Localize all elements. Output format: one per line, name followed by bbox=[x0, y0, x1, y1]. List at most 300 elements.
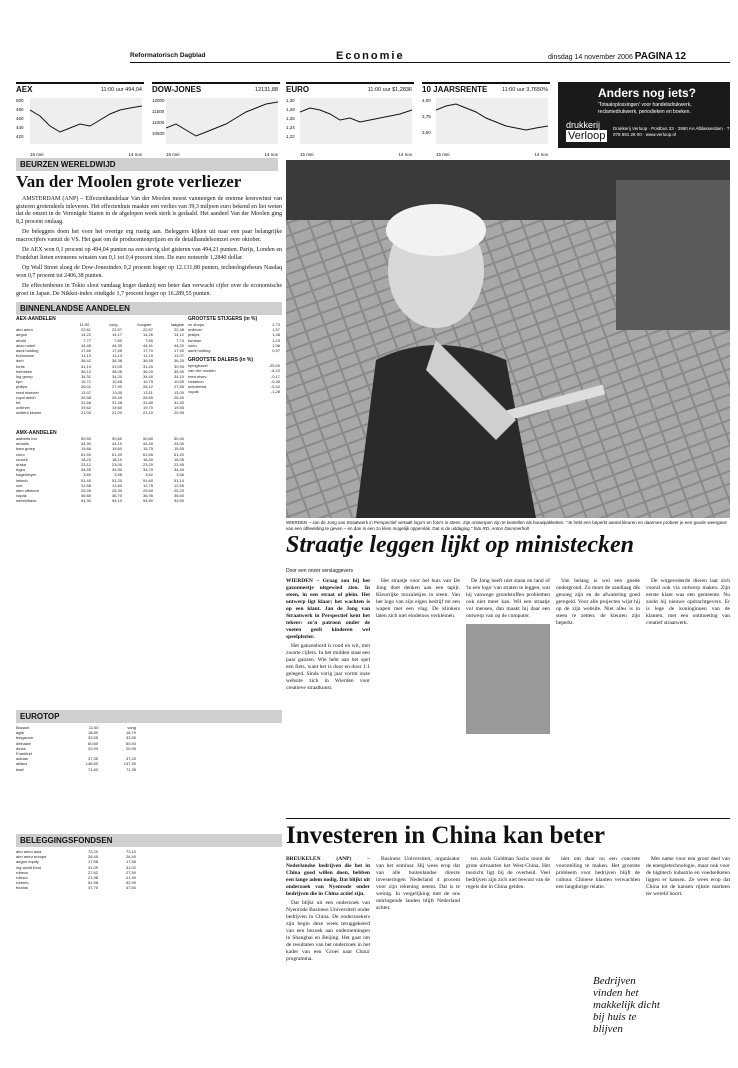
table-cell: robeco bbox=[16, 869, 29, 875]
table-title: AMX-AANDELEN bbox=[16, 430, 57, 436]
chart-title: 10 JAARSRENTE bbox=[422, 85, 488, 94]
table-cell: 17,60 bbox=[80, 348, 91, 354]
table-title: GROOTSTE DALERS (in %) bbox=[188, 357, 253, 364]
table-cell: asml holding bbox=[188, 348, 211, 354]
table-cell: 94,50 bbox=[142, 498, 153, 504]
photo-caption bbox=[286, 520, 730, 532]
table-cell: 13,05 bbox=[112, 389, 123, 395]
table-cell: -25,00 bbox=[268, 363, 280, 369]
table-body bbox=[16, 849, 136, 891]
table-cell: belgacom bbox=[16, 735, 34, 741]
table-cell: 18,30 bbox=[142, 456, 153, 462]
table-cell: 23,20 bbox=[142, 462, 153, 468]
article-body-beurzen bbox=[16, 196, 282, 301]
table-cell: wereldhave bbox=[16, 498, 37, 504]
table-cell: 61,50 bbox=[80, 451, 91, 457]
table-cell: reed elsevier bbox=[16, 389, 39, 395]
table-cell: 31,14 bbox=[80, 363, 91, 369]
paragraph: Het straatje voor het huis van De Jong doet denken aan een tapijt. Kleurrijke mozaïekjes in steen. Van het logo van zijn eigen bedrijf tot een wapen met een vlag. De klinkers laten zich niet eindeloos verkleinen. bbox=[376, 578, 460, 619]
table-cell: unilever bbox=[16, 405, 31, 411]
table-cell: rodamco bbox=[188, 378, 204, 384]
chart-line bbox=[166, 98, 278, 144]
y-tick: 1,26 bbox=[286, 116, 295, 121]
ad-logo-top: drukkerij bbox=[566, 120, 601, 130]
table-cell: 44,40 bbox=[142, 441, 153, 447]
table-cell: 17,70 bbox=[142, 348, 153, 354]
table-cell: 15,55 bbox=[173, 446, 184, 452]
x-tick: 15 mei bbox=[300, 152, 314, 157]
table-cell: 34,31 bbox=[80, 374, 91, 380]
ad-contact: Drukkerij Verloop · Postbus 33 · 2950 AA Alblasserdam · T 078 691 28 00 · www.verloop.nl bbox=[613, 126, 730, 137]
date-text: dinsdag 14 november 2006 bbox=[548, 54, 633, 61]
table-cell: 18,79 bbox=[125, 730, 136, 736]
table-cell: Frankfurt bbox=[16, 751, 33, 757]
table-cell: 22,57 bbox=[111, 327, 122, 333]
headline-investeren-china: Investeren in China kan beter bbox=[286, 822, 606, 849]
table-cell: 36,60 bbox=[173, 493, 184, 499]
table-cell: abn amro asia bbox=[16, 849, 42, 854]
article-lead: WIERDEN – Graag zou hij het gazonneetje uitgewied zien. In steen, in een straat of plein. Het ontwerp ligt klaar; het wachten is op een klant. Jan de Jong van Straatwerk in Perspectief kent het tekeer: zo'n patroon onder de voeten geeft kinderen wel speelplezier. bbox=[286, 578, 370, 640]
x-tick: 15 mei bbox=[166, 152, 180, 157]
table-cell: aalberts ind bbox=[16, 436, 37, 441]
chart-10-jaarsrente bbox=[422, 82, 550, 157]
table-cell: 31,48 bbox=[111, 400, 122, 406]
table-cell: tnt bbox=[16, 400, 21, 406]
chart-line bbox=[30, 98, 142, 144]
table-cell: 19,60 bbox=[111, 405, 122, 411]
table-cell: 44,39 bbox=[111, 342, 122, 348]
y-tick: 11500 bbox=[152, 109, 165, 114]
chart-title: EURO bbox=[286, 85, 310, 94]
table-cell: 14,26 bbox=[142, 332, 153, 338]
table-cell: bam groep bbox=[16, 446, 36, 452]
section-kop-eurotop: EUROTOP bbox=[16, 710, 282, 723]
table-cell: 12,60 bbox=[111, 482, 122, 488]
table-cell: 3,58 bbox=[114, 472, 122, 478]
table-cell: oce bbox=[16, 482, 23, 488]
photo-illustration bbox=[286, 160, 730, 518]
table-cell: vorig bbox=[127, 725, 136, 730]
table-cell: 30,95 bbox=[173, 363, 184, 369]
table-title: GROOTSTE STIJGERS (in %) bbox=[188, 316, 258, 322]
table-cell: asml holding bbox=[16, 348, 39, 354]
table-cell: philips bbox=[188, 332, 200, 338]
table-cell: 36,20 bbox=[142, 368, 153, 374]
y-tick: 3,50 bbox=[422, 130, 431, 135]
table-cell: 34,70 bbox=[142, 467, 153, 473]
paragraph: De witgevederde dieren laat zich vooral ook via ontwerp maken. Zijn eerste klant was een gemeente. Nu zoekt hij nieuwe opdrachtgevers. Er is lege de koninginnen van de klanten, met een ontmoeting van creatief straatwerk. bbox=[646, 578, 730, 626]
table-cell: 44,00 bbox=[173, 441, 184, 447]
table-cell: 26,49 bbox=[111, 394, 122, 400]
table-cell: 44,10 bbox=[111, 441, 122, 447]
page-number: 12 bbox=[674, 51, 687, 62]
table-row bbox=[16, 885, 136, 890]
chart-title: AEX bbox=[16, 85, 33, 94]
table-cell: 93,90 bbox=[173, 498, 184, 504]
table-cell: 71,35 bbox=[125, 766, 136, 772]
table-cell: 27,62 bbox=[87, 869, 98, 875]
x-tick: 14 nov bbox=[398, 152, 412, 157]
y-tick: 1,30 bbox=[286, 98, 295, 103]
table-cell: 50,80 bbox=[142, 436, 153, 441]
table-cell: 21,00 bbox=[111, 410, 122, 416]
table-cell: 3,60 bbox=[83, 472, 91, 478]
y-tick: 4,00 bbox=[422, 98, 431, 103]
table-cell: 1,48 bbox=[272, 332, 280, 338]
date-line bbox=[548, 51, 686, 62]
table-cell: abn amro europe bbox=[16, 854, 47, 860]
table-cell: 31,40 bbox=[173, 400, 184, 406]
table-cell: 11,13 bbox=[81, 353, 91, 359]
table-cell: rorento bbox=[16, 880, 29, 886]
table-cell: 11,19 bbox=[143, 353, 153, 359]
table-cell: 13,00 bbox=[173, 389, 184, 395]
table-cell: 7,80 bbox=[114, 337, 122, 343]
table-cell: 47,70 bbox=[87, 885, 98, 891]
table-cell: ahold bbox=[16, 337, 26, 343]
table-row bbox=[16, 410, 184, 415]
ad-title: Anders nog iets? bbox=[598, 86, 697, 100]
table-cell: abn amro bbox=[16, 327, 33, 333]
table-cell: 1,23 bbox=[272, 337, 280, 343]
table-cell: 50,60 bbox=[111, 436, 122, 441]
photo-jan-de-jong bbox=[286, 160, 730, 518]
table-cell: Brussel bbox=[16, 725, 30, 730]
caption-text: WIERDEN – Jan de Jong van Straatwerk in Perspectief vertaalt logo's en foto's in steen. Zijn ontwerpen zijn te bestellen als bouwpakketten. "Je hebt een beperkt aantal kleuren en daarmee probeer je een goede weergave van een afbeelding te geven – en dan in een zo klein mogelijk oppervlak. Dat is de uitdaging." bbox=[286, 520, 727, 531]
headline-van-der-moolen: Van der Moolen grote verliezer bbox=[16, 172, 242, 191]
table-cell: 18,05 bbox=[173, 456, 184, 462]
table-cell: ing world fund bbox=[16, 864, 41, 870]
paragraph: Dat blijkt uit een onderzoek van Nyenrode Business Universiteit onder bedrijven in China. De onderzoekers zijn begin deze week teruggekeerd van een bezoek aan ondernemingen in Shanghai en Beijing. Het gaat om de resultaten van het onderzoek in het kader van een 'Groei naar China' programma. bbox=[286, 900, 370, 962]
table-cell: 25,45 bbox=[80, 488, 91, 494]
table-cell: 47,60 bbox=[125, 885, 136, 891]
table-cell: 28,01 bbox=[80, 384, 91, 390]
table-cell: 22,61 bbox=[80, 327, 91, 333]
table-cell: 35,90 bbox=[173, 368, 184, 374]
table-cell: 36,42 bbox=[80, 358, 91, 364]
table-cell: 21,90 bbox=[125, 875, 136, 881]
table-cell: arcadis bbox=[16, 441, 29, 447]
paragraph: AMSTERDAM (ANP) – Effectenhandelaar Van der Moolen moest vanmorgen de enorme koerswinst van gisteren grotendeels inleveren. Het effectenhuis maakte een verlies van 39,3 miljoen euro bekend en liet weten dat de omzet in de Verenigde Staten in de afgelopen week sterk is gedaald. Het aandeel Van der Moolen ging 8,2 procent omlaag. bbox=[16, 196, 282, 225]
table-cell: schuitema bbox=[188, 384, 207, 390]
paragraph: De Jong heeft niet staan en land of 'in een logo' van straten te leggen, wat hij vanwege grondstoffen problemen ook niet meer kan. Wil een straatje vol mensen, dan maakt hij daar een ontwerp van op de computer. bbox=[466, 578, 550, 619]
table-cell: 34,40 bbox=[142, 374, 153, 380]
section-kop-beleggingsfondsen: BELEGGINGSFONDSEN bbox=[16, 834, 282, 847]
table-cell: 36,95 bbox=[142, 493, 153, 499]
ad-subtitle: 'Totaaloplossingen' voor handelsdrukwerk, reclamedrukwerk, periodieken en boeken. bbox=[598, 102, 692, 115]
table-cell: 17,58 bbox=[87, 859, 98, 865]
table-cell: 44,61 bbox=[142, 342, 153, 348]
table-cell: 23,12 bbox=[80, 462, 91, 468]
table-cell: 52,90 bbox=[125, 880, 136, 886]
paper-name: Reformatorisch Dagblad bbox=[130, 52, 206, 59]
table-cell: triodos bbox=[16, 885, 29, 891]
table-cell: 147,90 bbox=[123, 761, 136, 767]
y-tick: 3,75 bbox=[422, 114, 431, 119]
table-cell: 13,11 bbox=[143, 389, 153, 395]
table-cell: 2,73 bbox=[272, 322, 280, 327]
table-cell: 14,22 bbox=[80, 332, 91, 338]
table-row bbox=[188, 348, 280, 353]
table-cell: akzo nobel bbox=[16, 342, 36, 348]
table-row bbox=[16, 498, 184, 503]
table-cell: 61,65 bbox=[142, 451, 153, 457]
article-column bbox=[286, 856, 370, 965]
y-tick: 420 bbox=[16, 134, 24, 139]
table-cell: 44,45 bbox=[80, 342, 91, 348]
section-kop-beurzen: BEURZEN WERELDWIJD bbox=[16, 158, 278, 171]
table-cell: draka bbox=[16, 462, 27, 468]
table-cell: 11,13 bbox=[112, 353, 122, 359]
table-beleggingsfondsen bbox=[16, 834, 282, 891]
y-tick: 1,28 bbox=[286, 107, 295, 112]
article-column bbox=[376, 578, 460, 622]
paragraph: ten zoals Goldman Sachs toont de grote uitvaarten het West-China. Het toezicht ligt bij de overheid. Veel bedrijven zijn zich niet bewust van de regels die in China gelden. bbox=[466, 856, 550, 890]
page-label: PAGINA bbox=[634, 51, 673, 62]
table-cell: 20,95 bbox=[125, 745, 136, 751]
paragraph: niet om daar nu een concrete voorstelling te maken. Het grootste probleem voor bedrijven blijft de cultuur. Chinese klanten verwachten een langdurige relatie. bbox=[556, 856, 640, 890]
table-body bbox=[188, 322, 280, 353]
pull-quote: Bedrijven vinden het makkelijk dicht bij huis te blijven bbox=[593, 975, 660, 1035]
paragraph: De AEX won 0,1 procent op 494,04 punten na een stevig slot gisteren van 494,21 punten. Parijs, Londen en Frankfurt lieten eveneens winsten van 0,1 tot 0,4 procent zien. De euro noteerde 1,2840 dollar. bbox=[16, 247, 282, 261]
table-cell: 94,30 bbox=[80, 498, 91, 504]
section-kop-binnenlandse-aandelen: BINNENLANDSE AANDELEN bbox=[16, 302, 282, 315]
table-stijgers-dalers bbox=[188, 316, 280, 394]
chart-euro bbox=[286, 82, 414, 157]
table-cell: 17,40 bbox=[173, 348, 184, 354]
table-cell: -0,17 bbox=[270, 373, 280, 379]
table-cell: 36,10 bbox=[80, 368, 91, 374]
table-cell: crucell bbox=[16, 456, 28, 462]
table-cell: heineken bbox=[16, 368, 33, 374]
table-cell: 34,40 bbox=[173, 467, 184, 473]
table-cell: 36,80 bbox=[80, 493, 91, 499]
table-cell: 27,50 bbox=[125, 869, 136, 875]
table-cell: 14,12 bbox=[173, 332, 184, 338]
table-cell: delhaize bbox=[16, 740, 31, 746]
table-cell: 34,20 bbox=[111, 374, 122, 380]
x-tick: 14 nov bbox=[128, 152, 142, 157]
table-cell: 60,60 bbox=[87, 740, 98, 746]
table-cell: 26,58 bbox=[80, 394, 91, 400]
table-cell: 25,60 bbox=[142, 488, 153, 494]
table-cell: 22,48 bbox=[173, 327, 184, 333]
table-cell: basf bbox=[16, 766, 24, 772]
table-cell: tomtom bbox=[188, 337, 202, 343]
table-body bbox=[16, 436, 184, 504]
paragraph: Het ganzenbord is rood en wit, met zwarte cijfers. In het midden staat een paar ganzen. Wie hebt aan het spel een fiets, want het is door en door 1:1 geleged. Sinds vorig jaar vormt onze website zich in Wierden voor creatieve straatkunst. bbox=[286, 643, 370, 691]
table-row bbox=[16, 767, 136, 772]
table-cell: 10,65 bbox=[173, 379, 184, 385]
table-cell: 11:00 bbox=[88, 725, 99, 730]
table-cell: 31,20 bbox=[142, 363, 153, 369]
table-cell: buhrmann bbox=[16, 353, 35, 359]
table-cell: -1,28 bbox=[270, 389, 280, 395]
table-cell: vopak bbox=[188, 389, 199, 395]
article-lead: BREUKELEN (ANP) – Nederlandse bedrijven die het in China goed willen doen, hebben een lange adem nodig. Dat blijkt uit onderzoek van Nyenrode onder bedrijven die in China actief zijn. bbox=[286, 856, 370, 897]
y-tick: 10500 bbox=[152, 131, 165, 136]
table-cell: 18,80 bbox=[87, 730, 98, 736]
table-cell: 0,97 bbox=[272, 348, 280, 354]
table-cell: 26,40 bbox=[125, 854, 136, 860]
table-cell: 15,68 bbox=[80, 446, 91, 452]
table-cell: 21,03 bbox=[80, 410, 91, 416]
table-cell: 19,70 bbox=[142, 405, 153, 411]
article-column bbox=[466, 578, 550, 734]
table-body bbox=[16, 322, 184, 416]
table-cell: 51,10 bbox=[173, 477, 184, 483]
table-cell: 51,20 bbox=[111, 477, 122, 483]
table-cell: 36,55 bbox=[142, 358, 153, 364]
table-cell: 22,67 bbox=[142, 327, 153, 333]
table-cell: aegon bbox=[16, 332, 28, 338]
table-cell: 28,12 bbox=[142, 384, 153, 390]
chart-title: DOW-JONES bbox=[152, 85, 202, 94]
table-cell: 1,06 bbox=[272, 342, 280, 348]
table-cell: 10,68 bbox=[111, 379, 122, 385]
table-cell: agfa bbox=[16, 730, 24, 736]
section-title: Economie bbox=[336, 50, 405, 62]
table-cell: 50,50 bbox=[80, 436, 91, 441]
table-cell: -0,42 bbox=[270, 384, 280, 390]
x-tick: 15 mei bbox=[436, 152, 450, 157]
ad-logo bbox=[566, 120, 607, 142]
y-tick: 11000 bbox=[152, 120, 165, 125]
table-cell: sbm offshore bbox=[16, 488, 40, 494]
table-cell: wolters kluwer bbox=[16, 410, 42, 416]
table-cell: van der moolen bbox=[188, 368, 216, 374]
table-cell: rolinco bbox=[16, 875, 28, 881]
headline-straatje-leggen: Straatje leggen lijkt op ministecken bbox=[286, 532, 634, 558]
table-cell: 18,23 bbox=[80, 456, 91, 462]
table-cell: 52,98 bbox=[87, 880, 98, 886]
table-cell: philips bbox=[16, 384, 28, 390]
table-cell: vopak bbox=[16, 493, 27, 499]
paragraph: Met name voor een groot deel van de energietechnologie, maar ook voor de hightech industrie en voedselketen liggen er kansen. Ze wees erop dat China tot de kansen rijkste markten ter wereld hoort. bbox=[646, 856, 730, 897]
table-cell: 22,95 bbox=[173, 462, 184, 468]
table-cell: 7,77 bbox=[83, 337, 91, 343]
table-cell: 27,90 bbox=[111, 384, 122, 390]
table-cell: 71,60 bbox=[87, 766, 98, 772]
table-cell: -0,35 bbox=[270, 378, 280, 384]
table-cell: 60,40 bbox=[125, 740, 136, 746]
table-body bbox=[188, 363, 280, 394]
chart-line bbox=[436, 98, 548, 144]
table-cell: vn shops bbox=[188, 322, 205, 327]
table-cell: 148,50 bbox=[85, 761, 98, 767]
table-cell: 21,10 bbox=[142, 410, 153, 416]
table-cell: corio bbox=[188, 342, 197, 348]
paragraph: De beleggers doen het voor het overige erg rustig aan. Beleggers kijken uit naar een paar belangrijke macrocijfers vanuit de VS. Het gaat om de producentenprijzen en de detailhandelsomzet over oktober. bbox=[16, 229, 282, 243]
paragraph: De effectenbeurs in Tokio sloot vandaag hoger dankzij een beter dan verwacht cijfer over de economische groei in Japan. De Nikkei-index eindigde 1,7 procent hoger op 16.289,55 punten. bbox=[16, 283, 282, 297]
table-eurotop bbox=[16, 710, 282, 772]
table-cell: hagemeyer bbox=[16, 472, 37, 478]
table-cell: fugro bbox=[16, 467, 26, 473]
table-cell: 31,80 bbox=[142, 400, 153, 406]
table-cell: 12,68 bbox=[80, 482, 91, 488]
photo-credit: foto RD, Anton Dommerholt bbox=[473, 525, 529, 531]
y-tick: 1,24 bbox=[286, 125, 295, 130]
table-cell: royal dutch bbox=[16, 394, 36, 400]
table-cell: 61,40 bbox=[111, 451, 122, 457]
table-cell: 27,85 bbox=[173, 384, 184, 390]
table-cell: 23,05 bbox=[111, 462, 122, 468]
y-tick: 440 bbox=[16, 125, 24, 130]
table-cell: 26,65 bbox=[142, 394, 153, 400]
table-cell: 37,20 bbox=[125, 756, 136, 762]
table-cell: 51,40 bbox=[80, 477, 91, 483]
table-cell: 12,75 bbox=[142, 482, 153, 488]
table-cell: 36,05 bbox=[111, 368, 122, 374]
article-column bbox=[646, 856, 730, 900]
table-cell: 19,55 bbox=[173, 405, 184, 411]
table-cell: fortis bbox=[16, 363, 25, 369]
table-cell: 25,20 bbox=[173, 488, 184, 494]
table-header-cell: laagste bbox=[171, 322, 184, 327]
article-column bbox=[556, 856, 640, 893]
table-cell: 25,30 bbox=[111, 488, 122, 494]
article-column bbox=[466, 856, 550, 893]
y-tick: 500 bbox=[16, 98, 24, 103]
table-header-cell: 11:00 bbox=[79, 322, 90, 327]
table-header-cell: vorig bbox=[108, 322, 118, 327]
table-cell: 3,56 bbox=[176, 472, 184, 478]
table-cell: 20,95 bbox=[173, 410, 184, 416]
table-cell: 15,60 bbox=[111, 446, 122, 452]
table-cell: 7,74 bbox=[176, 337, 184, 343]
table-cell: adidas bbox=[16, 756, 28, 762]
x-tick: 14 nov bbox=[264, 152, 278, 157]
table-cell: 33,50 bbox=[125, 735, 136, 741]
byline: Door een onzer verslaggevers bbox=[286, 568, 353, 574]
section-divider bbox=[286, 818, 730, 819]
table-cell: corio bbox=[16, 451, 25, 457]
table-header-cell: hoogste bbox=[137, 322, 152, 327]
chart-readout: 11:00 uur 3,7650% bbox=[501, 87, 548, 93]
y-tick: 460 bbox=[16, 116, 24, 121]
chart-readout: 11:00 uur 494,04 bbox=[100, 87, 142, 93]
paragraph: Van belang is wel een goede ondergrond. Zo moet de zandlaag dik genoeg zijn en de afwatering goed geregeld. Voor alle projecten wijst hij op de zijn website. Niet alles is in steen te zetten: de kleuren zijn beperkt. bbox=[556, 578, 640, 626]
y-tick: 1,22 bbox=[286, 134, 295, 139]
table-cell: 10,71 bbox=[80, 379, 91, 385]
advertisement[interactable] bbox=[558, 82, 730, 148]
chart-aex bbox=[16, 82, 144, 157]
table-cell: 1,57 bbox=[272, 327, 280, 333]
table-cell: 17,55 bbox=[111, 348, 122, 354]
table-cell: 13,07 bbox=[81, 389, 92, 395]
table-cell: 7,85 bbox=[145, 337, 153, 343]
table-cell: 36,70 bbox=[111, 493, 122, 499]
x-tick: 14 nov bbox=[534, 152, 548, 157]
table-cell: 44,20 bbox=[173, 342, 184, 348]
table-cell: allianz bbox=[16, 761, 28, 767]
table-cell: 73,20 bbox=[87, 849, 98, 854]
table-cell: reed elsev. bbox=[188, 373, 208, 379]
table-cell: unilever bbox=[188, 327, 203, 333]
table-cell: 94,10 bbox=[111, 498, 122, 504]
table-cell: 14,17 bbox=[111, 332, 122, 338]
y-tick: 12000 bbox=[152, 98, 165, 103]
article-column bbox=[376, 856, 460, 914]
table-cell: 33,55 bbox=[87, 735, 98, 741]
table-cell: 3,62 bbox=[145, 472, 153, 478]
table-cell: 36,38 bbox=[111, 358, 122, 364]
article-column bbox=[286, 578, 370, 694]
paragraph: Op Wall Street sloeg de Dow-Jonesindex 0,2 procent hoger op 12.131,88 punten, technologiebeurs Nasdaq won 0,7 procent tot 2406,38 punten. bbox=[16, 265, 282, 279]
table-cell: 15,75 bbox=[142, 446, 153, 452]
table-cell: 31,09 bbox=[87, 864, 98, 870]
paragraph: Business Universiteit, organisator van het seminar. Hij wees erop dat van alle buitenlandse directe investeringen Nederland 4 procent voor zijn rekening neemt. Dat is te weinig. In vergelijking met de ons omringende landen blijft Nederland achter. bbox=[376, 856, 460, 911]
